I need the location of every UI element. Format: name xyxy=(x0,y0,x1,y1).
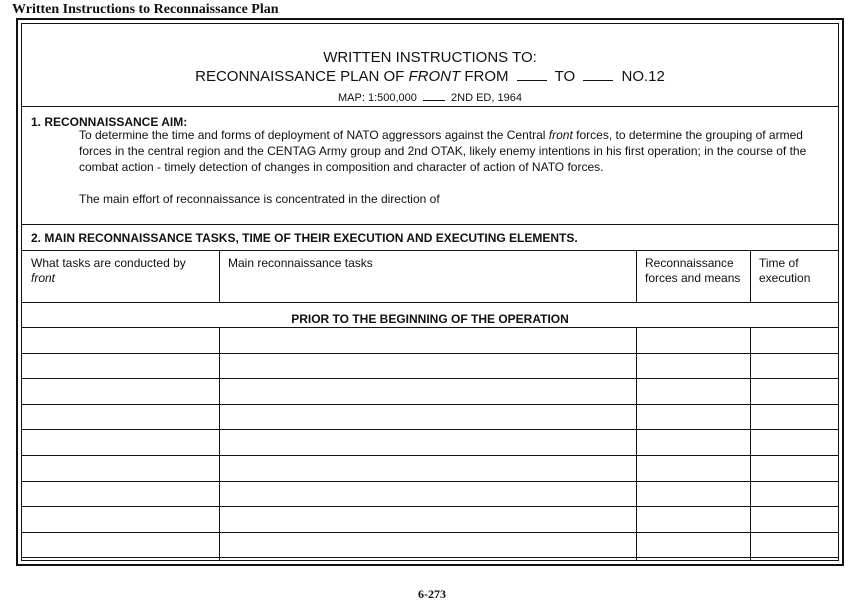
column-divider xyxy=(750,327,751,560)
table-cell-3[interactable] xyxy=(637,353,750,379)
map-reference xyxy=(22,90,838,104)
number-label: NO.12 xyxy=(621,68,665,85)
form-title-block xyxy=(22,24,838,107)
table-cell-1[interactable] xyxy=(22,327,219,353)
section-1-heading: 1. RECONNAISSANCE AIM: xyxy=(31,115,188,129)
column-header-main-tasks: Main reconnaissance tasks xyxy=(228,256,373,270)
table-cell-1[interactable] xyxy=(22,532,219,558)
to-blank-field[interactable] xyxy=(583,68,613,81)
column-header-forces: Reconnaissance forces and means xyxy=(645,256,741,285)
front-label: FRONT xyxy=(408,68,461,85)
table-cell-2[interactable] xyxy=(220,353,636,379)
section-reconnaissance-aim xyxy=(22,106,838,225)
form-subtitle xyxy=(22,68,838,85)
column-header-time: Time of execution xyxy=(759,256,811,285)
table-cell-2[interactable] xyxy=(220,455,636,481)
running-header: Written Instructions to Reconnaissance Plan xyxy=(12,2,279,17)
column-divider xyxy=(750,250,751,302)
table-cell-1[interactable] xyxy=(22,481,219,507)
table-cell-1[interactable] xyxy=(22,404,219,430)
aim-text-a: To determine the time and forms of deployment of NATO aggressors against the Central xyxy=(79,128,546,142)
from-label: FROM xyxy=(464,68,509,85)
table-top-rule xyxy=(22,250,838,251)
form-body xyxy=(21,23,839,561)
table-cell-4[interactable] xyxy=(751,404,837,430)
map-blank-field[interactable] xyxy=(423,90,445,101)
map-edition: 2ND ED, 1964 xyxy=(451,92,522,104)
table-cell-2[interactable] xyxy=(220,481,636,507)
table-cell-4[interactable] xyxy=(751,455,837,481)
table-cell-3[interactable] xyxy=(637,532,750,558)
phase-label: PRIOR TO THE BEGINNING OF THE OPERATION xyxy=(291,312,569,326)
plan-label: RECONNAISSANCE PLAN OF xyxy=(195,68,405,85)
table-cell-1[interactable] xyxy=(22,429,219,455)
table-cell-4[interactable] xyxy=(751,429,837,455)
table-cell-4[interactable] xyxy=(751,353,837,379)
table-cell-3[interactable] xyxy=(637,327,750,353)
column-header-conducting: What tasks are conducted by front xyxy=(31,256,186,285)
form-frame xyxy=(16,18,844,566)
table-cell-3[interactable] xyxy=(637,506,750,532)
table-cell-4[interactable] xyxy=(751,506,837,532)
column-divider xyxy=(636,327,637,560)
aim-text-front: front xyxy=(548,128,573,142)
table-cell-1[interactable] xyxy=(22,455,219,481)
main-effort-text: The main effort of reconnaissance is concentrated in the direction of xyxy=(79,192,440,206)
table-cell-4[interactable] xyxy=(751,378,837,404)
column-divider xyxy=(219,327,220,560)
table-cell-2[interactable] xyxy=(220,327,636,353)
aim-paragraph xyxy=(79,127,828,175)
table-cell-3[interactable] xyxy=(637,455,750,481)
column-divider xyxy=(636,250,637,302)
table-header-rule xyxy=(22,302,838,303)
from-blank-field[interactable] xyxy=(517,68,547,81)
table-cell-3[interactable] xyxy=(637,429,750,455)
page-number: 6-273 xyxy=(418,587,446,601)
table-cell-4[interactable] xyxy=(751,481,837,507)
table-cell-2[interactable] xyxy=(220,506,636,532)
table-cell-2[interactable] xyxy=(220,378,636,404)
table-cell-3[interactable] xyxy=(637,378,750,404)
tasks-table xyxy=(22,250,838,560)
table-cell-1[interactable] xyxy=(22,506,219,532)
table-cell-2[interactable] xyxy=(220,532,636,558)
table-cell-1[interactable] xyxy=(22,378,219,404)
column-divider xyxy=(219,250,220,302)
table-cell-2[interactable] xyxy=(220,429,636,455)
table-cell-4[interactable] xyxy=(751,532,837,558)
table-cell-1[interactable] xyxy=(22,353,219,379)
aim-text-b: forces, to determine the grouping of armed forces in the central region and the CENTAG Army group and 2nd OTAK, likely enemy intentions in his first operation; in the course of the combat action - timely detection of changes in composition and character of action of NATO forces. xyxy=(79,128,807,174)
table-cell-3[interactable] xyxy=(637,404,750,430)
table-cell-4[interactable] xyxy=(751,327,837,353)
table-cell-3[interactable] xyxy=(637,481,750,507)
to-label: TO xyxy=(554,68,576,85)
map-scale: MAP: 1:500,000 xyxy=(338,92,417,104)
form-title: WRITTEN INSTRUCTIONS TO: xyxy=(323,49,537,66)
table-cell-2[interactable] xyxy=(220,404,636,430)
section-2-heading: 2. MAIN RECONNAISSANCE TASKS, TIME OF THEIR EXECUTION AND EXECUTING ELEMENTS. xyxy=(31,231,578,245)
